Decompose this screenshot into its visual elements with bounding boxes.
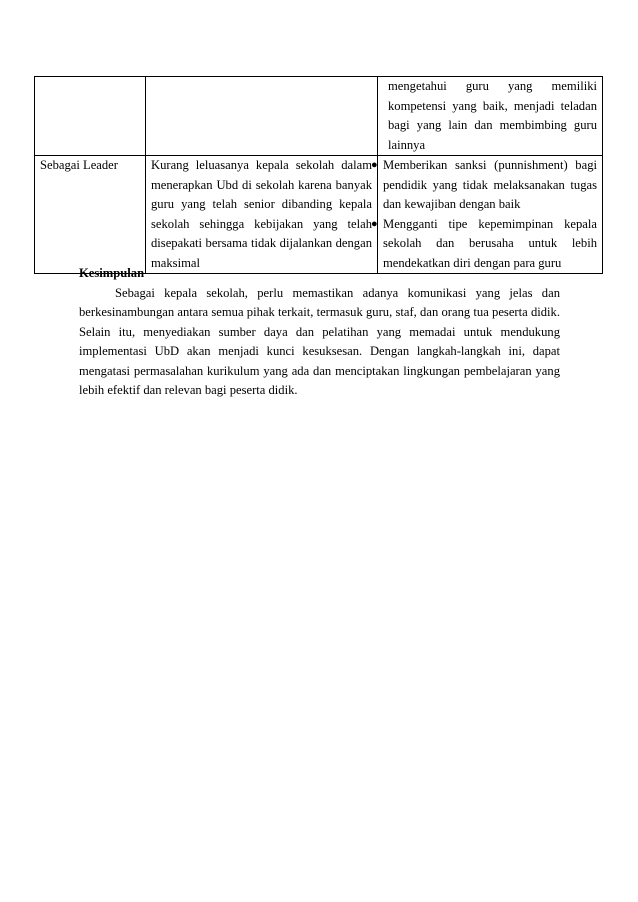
- bullet-icon: ●: [371, 217, 378, 230]
- role-cell: Sebagai Leader: [35, 156, 146, 274]
- problem-cell: [146, 77, 378, 156]
- solution-text: Memberikan sanksi (punnishment) bagi pendidik yang tidak melaksanakan tugas dan kewajiban dengan baik: [383, 158, 597, 211]
- conclusion-paragraph: Sebagai kepala sekolah, perlu memastikan adanya komunikasi yang jelas dan berkesinambungan antara semua pihak terkait, termasuk guru, staf, dan orang tua peserta didik. Selain itu, menyediakan sumber daya dan pelatihan yang memadai untuk mendukung implementasi UbD akan menjadi kunci kesuksesan. Dengan langkah-langkah ini, dapat mengatasi permasalahan kurikulum yang ada dan menciptakan lingkungan pembelajaran yang lebih efektif dan relevan bagi peserta didik.: [79, 285, 560, 397]
- role-cell: [35, 77, 146, 156]
- table-row: [35, 77, 603, 156]
- solution-cell: [371, 156, 603, 274]
- bullet-icon: ●: [371, 159, 378, 171]
- list-item: [371, 156, 597, 215]
- conclusion-section: [79, 264, 560, 401]
- solution-cell: [378, 77, 603, 156]
- strategy-table: [34, 76, 603, 274]
- conclusion-heading: Kesimpulan: [79, 266, 145, 280]
- solution-list: [371, 156, 597, 273]
- problem-cell: Kurang leluasanya kepala sekolah dalam menerapkan Ubd di sekolah karena banyak guru yang telah senior dibanding kepala sekolah sehingga kebijakan yang telah disepakati bersama tidak dijalankan dengan maksimal: [146, 156, 378, 274]
- solution-text: mengetahui guru yang memiliki kompetensi yang baik, menjadi teladan bagi yang lain dan membimbing guru lainnya: [388, 79, 597, 152]
- table-row: [35, 156, 603, 274]
- solution-text: Mengganti tipe kepemimpinan kepala sekolah dan berusaha untuk lebih mendekatkan diri dengan para guru: [383, 216, 597, 270]
